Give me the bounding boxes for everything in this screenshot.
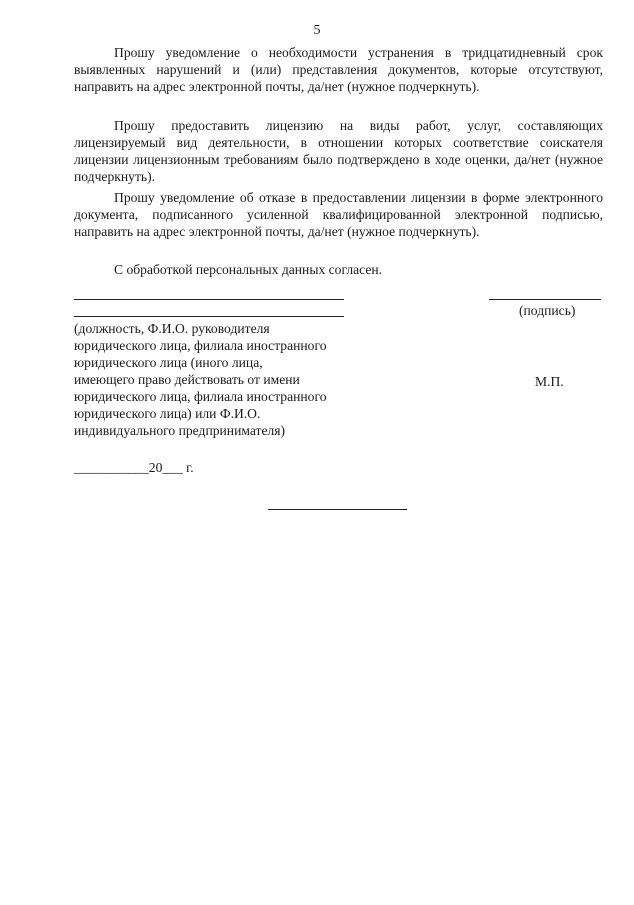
caption-line: юридического лица (иного лица, — [74, 355, 263, 370]
position-name-line-2 — [74, 316, 344, 317]
page-number: 5 — [313, 23, 321, 38]
signature-line — [489, 299, 601, 300]
caption-line: юридического лица, филиала иностранного — [74, 338, 327, 353]
caption-line: имеющего право действовать от имени — [74, 372, 300, 387]
paragraph-license-request: Прошу предоставить лицензию на виды работ, услуг, составляющих лицензируемый вид деятельности, в отношении которых соответствие соискателя лицензии лицензионным требованиям было подтверждено в ходе оценки, да/нет (нужное подчеркнуть). — [74, 118, 603, 184]
stamp-placeholder: М.П. — [535, 374, 564, 389]
paragraph-email-notification: Прошу уведомление о необходимости устранения в тридцатидневный срок выявленных нарушений и (или) представления документов, которые отсутствуют, направить на адрес электронной почты, да/нет (нужное подчеркнуть). — [74, 45, 603, 94]
paragraph-personal-data-consent: С обработкой персональных данных согласен. — [114, 262, 383, 277]
caption-line: юридического лица, филиала иностранного — [74, 389, 327, 404]
caption-line: (должность, Ф.И.О. руководителя — [74, 321, 270, 336]
signatory-caption — [74, 320, 374, 439]
end-of-document-line — [268, 509, 407, 510]
position-name-line-1 — [74, 299, 344, 300]
date-line: ___________20___ г. — [74, 460, 194, 475]
caption-line: индивидуального предпринимателя) — [74, 423, 286, 438]
signature-label: (подпись) — [519, 303, 576, 318]
paragraph-refusal-notification: Прошу уведомление об отказе в предоставлении лицензии в форме электронного документа, подписанного усиленной квалифицированной электронной подписью, направить на адрес электронной почты, да/нет (нужное подчеркнуть). — [74, 190, 603, 239]
caption-line: юридического лица) или Ф.И.О. — [74, 406, 261, 421]
